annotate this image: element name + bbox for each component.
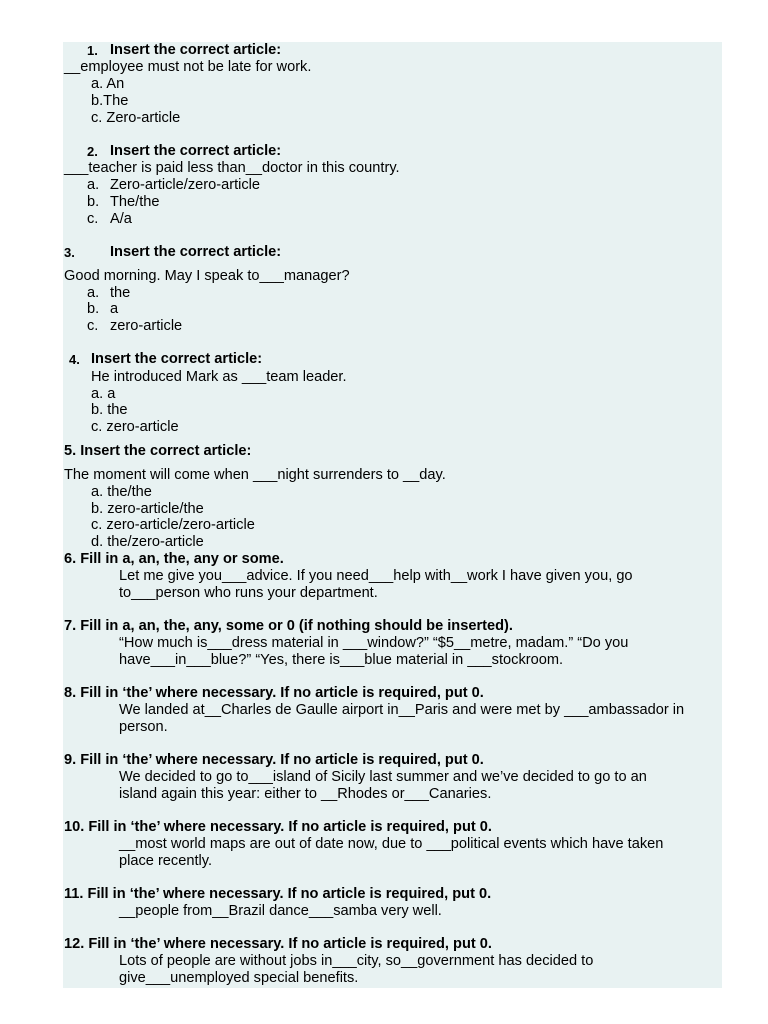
q11-heading: 11. Fill in ‘the’ where necessary. If no article is required, put 0.: [64, 886, 492, 902]
q5-option-d: d. the/zero-article: [91, 534, 204, 550]
q2-option-c-text: A/a: [110, 211, 132, 227]
q6-heading: 6. Fill in a, an, the, any or some.: [64, 551, 284, 567]
q12-line-1: Lots of people are without jobs in___city, so__government has decided to: [119, 953, 594, 969]
q7-line-2: have___in___blue?” “Yes, there is___blue material in ___stockroom.: [119, 652, 564, 668]
q2-option-a-letter: a.: [87, 177, 100, 193]
q1-option-c: c. Zero-article: [91, 110, 181, 126]
q2-option-b-letter: b.: [87, 194, 100, 210]
q2-option-b-text: The/the: [110, 194, 160, 210]
q2-option-c-letter: c.: [87, 211, 99, 227]
q2-number: 2.: [87, 144, 98, 159]
q3-option-b-letter: b.: [87, 301, 100, 317]
q6-line-2: to___person who runs your department.: [119, 585, 378, 601]
q7-line-1: “How much is___dress material in ___window?” “$5__metre, madam.” “Do you: [119, 635, 629, 651]
q3-option-b-text: a: [110, 301, 119, 317]
q4-option-a: a. a: [91, 386, 116, 402]
q10-line-1: __most world maps are out of date now, due to ___political events which have taken: [119, 836, 664, 852]
q8-line-1: We landed at__Charles de Gaulle airport in__Paris and were met by ___ambassador in: [119, 702, 685, 718]
q10-heading: 10. Fill in ‘the’ where necessary. If no article is required, put 0.: [64, 819, 492, 835]
q8-heading: 8. Fill in ‘the’ where necessary. If no article is required, put 0.: [64, 685, 484, 701]
q4-option-b: b. the: [91, 402, 128, 418]
q9-line-2: island again this year: either to __Rhodes or___Canaries.: [119, 786, 492, 802]
q4-text: He introduced Mark as ___team leader.: [91, 369, 347, 385]
q1-text: __employee must not be late for work.: [64, 59, 312, 75]
q9-heading: 9. Fill in ‘the’ where necessary. If no article is required, put 0.: [64, 752, 484, 768]
q5-option-c: c. zero-article/zero-article: [91, 517, 255, 533]
q2-text: ___teacher is paid less than__doctor in this country.: [64, 160, 400, 176]
q3-option-a-text: the: [110, 285, 131, 301]
q4-number: 4.: [69, 352, 80, 367]
q5-option-b: b. zero-article/the: [91, 501, 204, 517]
q3-option-c-letter: c.: [87, 318, 99, 334]
q7-heading: 7. Fill in a, an, the, any, some or 0 (if nothing should be inserted).: [64, 618, 513, 634]
q5-heading: 5. Insert the correct article:: [64, 443, 252, 459]
q1-heading: Insert the correct article:: [110, 42, 282, 58]
q5-option-a: a. the/the: [91, 484, 152, 500]
q8-line-2: person.: [119, 719, 168, 735]
q4-heading: Insert the correct article:: [91, 351, 263, 367]
q3-heading: Insert the correct article:: [110, 244, 282, 260]
q3-number: 3.: [64, 245, 75, 260]
q2-heading: Insert the correct article:: [110, 143, 282, 159]
q1-option-a: a. An: [91, 76, 125, 92]
q11-line-1: __people from__Brazil dance___samba very well.: [119, 903, 442, 919]
q3-option-a-letter: a.: [87, 285, 100, 301]
q3-option-c-text: zero-article: [110, 318, 183, 334]
q12-heading: 12. Fill in ‘the’ where necessary. If no article is required, put 0.: [64, 936, 492, 952]
q5-text: The moment will come when ___night surrenders to __day.: [64, 467, 446, 483]
q1-option-b: b.The: [91, 93, 129, 109]
q10-line-2: place recently.: [119, 853, 213, 869]
q9-line-1: We decided to go to___island of Sicily last summer and we’ve decided to go to an: [119, 769, 647, 785]
q3-text: Good morning. May I speak to___manager?: [64, 268, 350, 284]
q2-option-a-text: Zero-article/zero-article: [110, 177, 261, 193]
q4-option-c: c. zero-article: [91, 419, 179, 435]
q6-line-1: Let me give you___advice. If you need___help with__work I have given you, go: [119, 568, 633, 584]
q1-number: 1.: [87, 43, 98, 58]
q12-line-2: give___unemployed special benefits.: [119, 970, 359, 986]
